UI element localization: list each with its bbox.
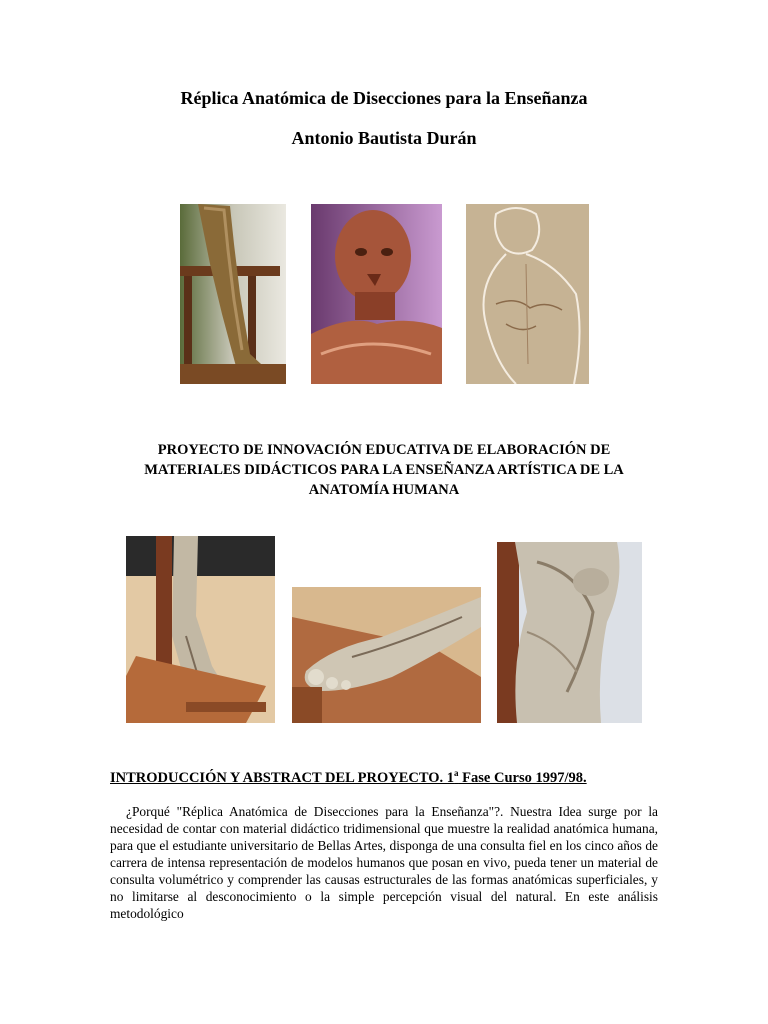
- section-heading-main: INTRODUCCIÓN Y ABSTRACT DEL PROYECTO. 1: [110, 769, 455, 786]
- foot-model-side-photo: [126, 536, 275, 723]
- head-torso-dissection-photo: [311, 204, 442, 384]
- section-heading-rest: Fase Curso 1997/98.: [458, 769, 587, 786]
- leg-detail-photo: [497, 542, 642, 723]
- document-author: Antonio Bautista Durán: [291, 128, 477, 148]
- body-paragraph: ¿Porqué "Réplica Anatómica de Disecciones para la Enseñanza"?. Nuestra Idea surge por la necesidad de contar con material didáctico tridimensional que muestre la realidad anatómica humana, para que el estudiante universitario de Bellas Artes, disponga de una consulta fiel en los cinco años de carrera de intensa representación de modelos humanos que posan en vivo, pueda tener un material de consulta volumétrico y comprender las causas estructurales de las formas anatómicas superficiales, y no limitarse al desconocimiento o la simple percepción visual del natural. En este análisis metodológico: [110, 804, 658, 921]
- foot-model-top-photo: [292, 587, 481, 723]
- leg-model-photo: [180, 204, 286, 384]
- document-title: Réplica Anatómica de Disecciones para la Enseñanza: [180, 88, 588, 108]
- project-heading: PROYECTO DE INNOVACIÓN EDUCATIVA DE ELABORACIÓN DE MATERIALES DIDÁCTICOS PARA LA ENSEÑANZA ARTÍSTICA DE LA ANATOMÍA HUMANA: [144, 442, 624, 498]
- section-heading: [110, 768, 670, 787]
- torso-sketch-photo: [466, 204, 589, 384]
- section-heading-ordinal: a: [454, 768, 459, 778]
